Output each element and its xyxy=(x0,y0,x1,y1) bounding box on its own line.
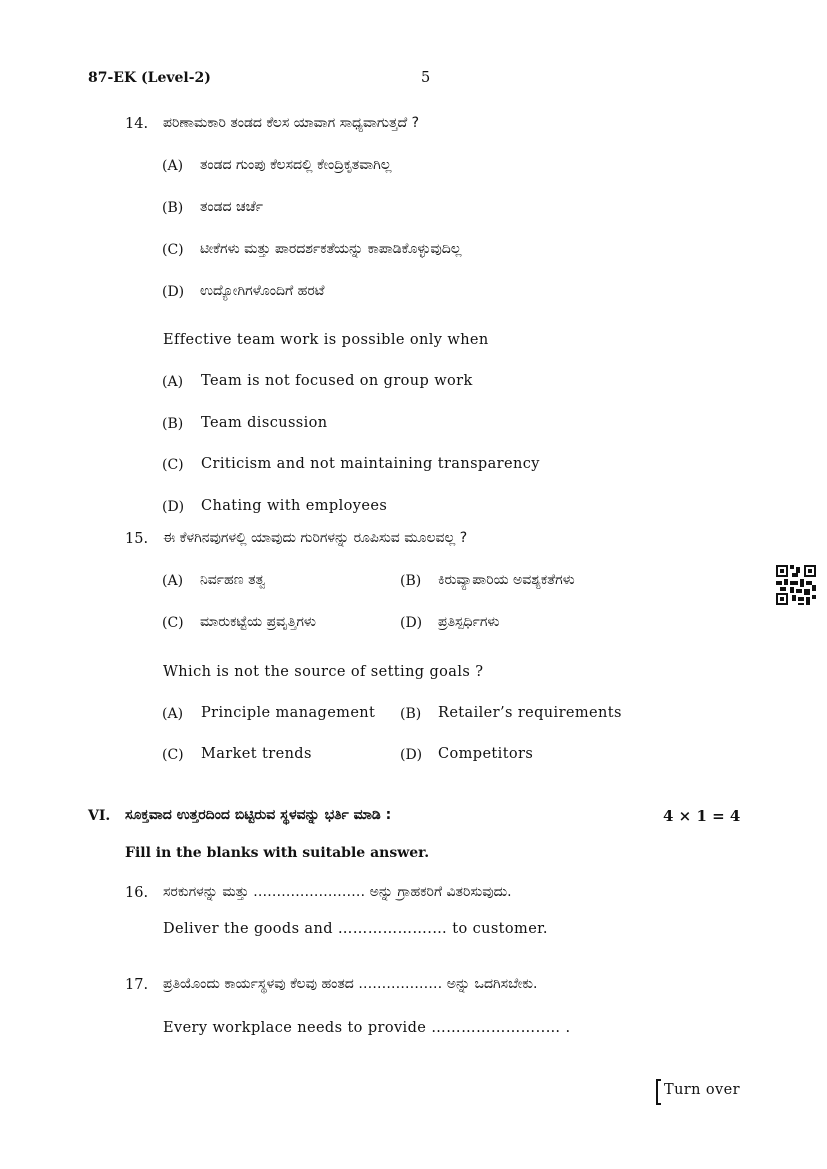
option-text-kannada: ತಂಡದ ಚರ್ಚೆ xyxy=(200,199,263,215)
option-text-english: Team discussion xyxy=(201,415,328,431)
section-number: VI. xyxy=(88,808,111,824)
option-text-kannada: ಕಿರುವ್ಯಾಪಾರಿಯ ಅವಶ್ಯಕತೆಗಳು xyxy=(438,572,575,588)
option-label: (D) xyxy=(400,747,423,763)
option-text-english: Team is not focused on group work xyxy=(201,373,473,389)
question-text-kannada: ಈ ಕೆಳಗಿನವುಗಳಲ್ಲಿ ಯಾವುದು ಗುರಿಗಳನ್ನು ರೂಪಿಸುವ ಮೂಲವಲ್ಲ ? xyxy=(163,530,468,546)
option-label: (C) xyxy=(162,242,184,258)
qr-code-icon xyxy=(776,565,816,605)
question-text-kannada: ಸರಕುಗಳನ್ನು ಮತ್ತು …………………… ಅನ್ನು ಗ್ರಾಹಕರಿಗೆ ವಿತರಿಸುವುದು. xyxy=(163,884,512,900)
question-number: 17. xyxy=(125,977,149,993)
question-text-english: Every workplace needs to provide …………………..… . xyxy=(163,1020,571,1036)
option-text-english: Retailer’s requirements xyxy=(438,705,622,721)
option-label: (C) xyxy=(162,457,184,473)
page-number: 5 xyxy=(421,70,431,86)
option-text-english: Competitors xyxy=(438,746,534,762)
turn-over-bracket xyxy=(656,1079,661,1105)
option-label: (A) xyxy=(162,706,184,722)
option-text-english: Criticism and not maintaining transparency xyxy=(201,456,540,472)
question-text-kannada: ಪರಿಣಾಮಕಾರಿ ತಂಡದ ಕೆಲಸ ಯಾವಾಗ ಸಾಧ್ಯವಾಗುತ್ತದೆ ? xyxy=(163,115,420,131)
section-title-kannada: ಸೂಕ್ತವಾದ ಉತ್ತರದಿಂದ ಬಿಟ್ಟಿರುವ ಸ್ಥಳವನ್ನು ಭರ್ತಿ ಮಾಡಿ : xyxy=(125,807,392,823)
question-number: 15. xyxy=(125,531,149,547)
option-text-kannada: ನಿರ್ವಹಣ ತತ್ವ xyxy=(200,572,266,588)
option-label: (A) xyxy=(162,158,184,174)
question-text-english: Which is not the source of setting goals ? xyxy=(163,664,484,680)
exam-code: 87-EK (Level-2) xyxy=(88,70,211,86)
turn-over-text: Turn over xyxy=(664,1082,740,1098)
option-label: (A) xyxy=(162,374,184,390)
option-label: (A) xyxy=(162,573,184,589)
option-label: (D) xyxy=(162,284,185,300)
option-label: (B) xyxy=(162,200,184,216)
option-text-kannada: ಮಾರುಕಟ್ಟೆಯ ಪ್ರವೃತ್ತಿಗಳು xyxy=(200,614,316,630)
option-text-kannada: ತಂಡದ ಗುಂಪು ಕೆಲಸದಲ್ಲಿ ಕೇಂದ್ರಿಕೃತವಾಗಿಲ್ಲ xyxy=(200,157,392,173)
option-label: (D) xyxy=(162,499,185,515)
question-text-english: Deliver the goods and ……………….… to customer. xyxy=(163,921,548,937)
option-text-kannada: ಟೀಕೆಗಳು ಮತ್ತು ಪಾರದರ್ಶಕತೆಯನ್ನು ಕಾಪಾಡಿಕೊಳ್ಳುವುದಿಲ್ಲ xyxy=(200,241,462,257)
option-text-english: Chating with employees xyxy=(201,498,388,514)
option-text-english: Principle management xyxy=(201,705,376,721)
option-label: (D) xyxy=(400,615,423,631)
option-label: (C) xyxy=(162,747,184,763)
option-text-english: Market trends xyxy=(201,746,312,762)
option-text-kannada: ಉದ್ಯೋಗಿಗಳೊಂದಿಗೆ ಹರಟೆ xyxy=(200,283,325,299)
option-text-kannada: ಪ್ರತಿಸ್ಪರ್ಧಿಗಳು xyxy=(438,614,500,630)
section-marks: 4 × 1 = 4 xyxy=(663,807,741,825)
question-text-english: Effective team work is possible only when xyxy=(163,332,489,348)
question-number: 14. xyxy=(125,116,149,132)
question-number: 16. xyxy=(125,885,149,901)
section-title-english: Fill in the blanks with suitable answer. xyxy=(125,845,430,861)
option-label: (C) xyxy=(162,615,184,631)
option-label: (B) xyxy=(400,573,422,589)
question-text-kannada: ಪ್ರತಿಯೊಂದು ಕಾರ್ಯಸ್ಥಳವು ಕೆಲವು ಹಂತದ ……………… ಅನ್ನು ಒದಗಿಸಬೇಕು. xyxy=(163,976,538,992)
option-label: (B) xyxy=(162,416,184,432)
option-label: (B) xyxy=(400,706,422,722)
